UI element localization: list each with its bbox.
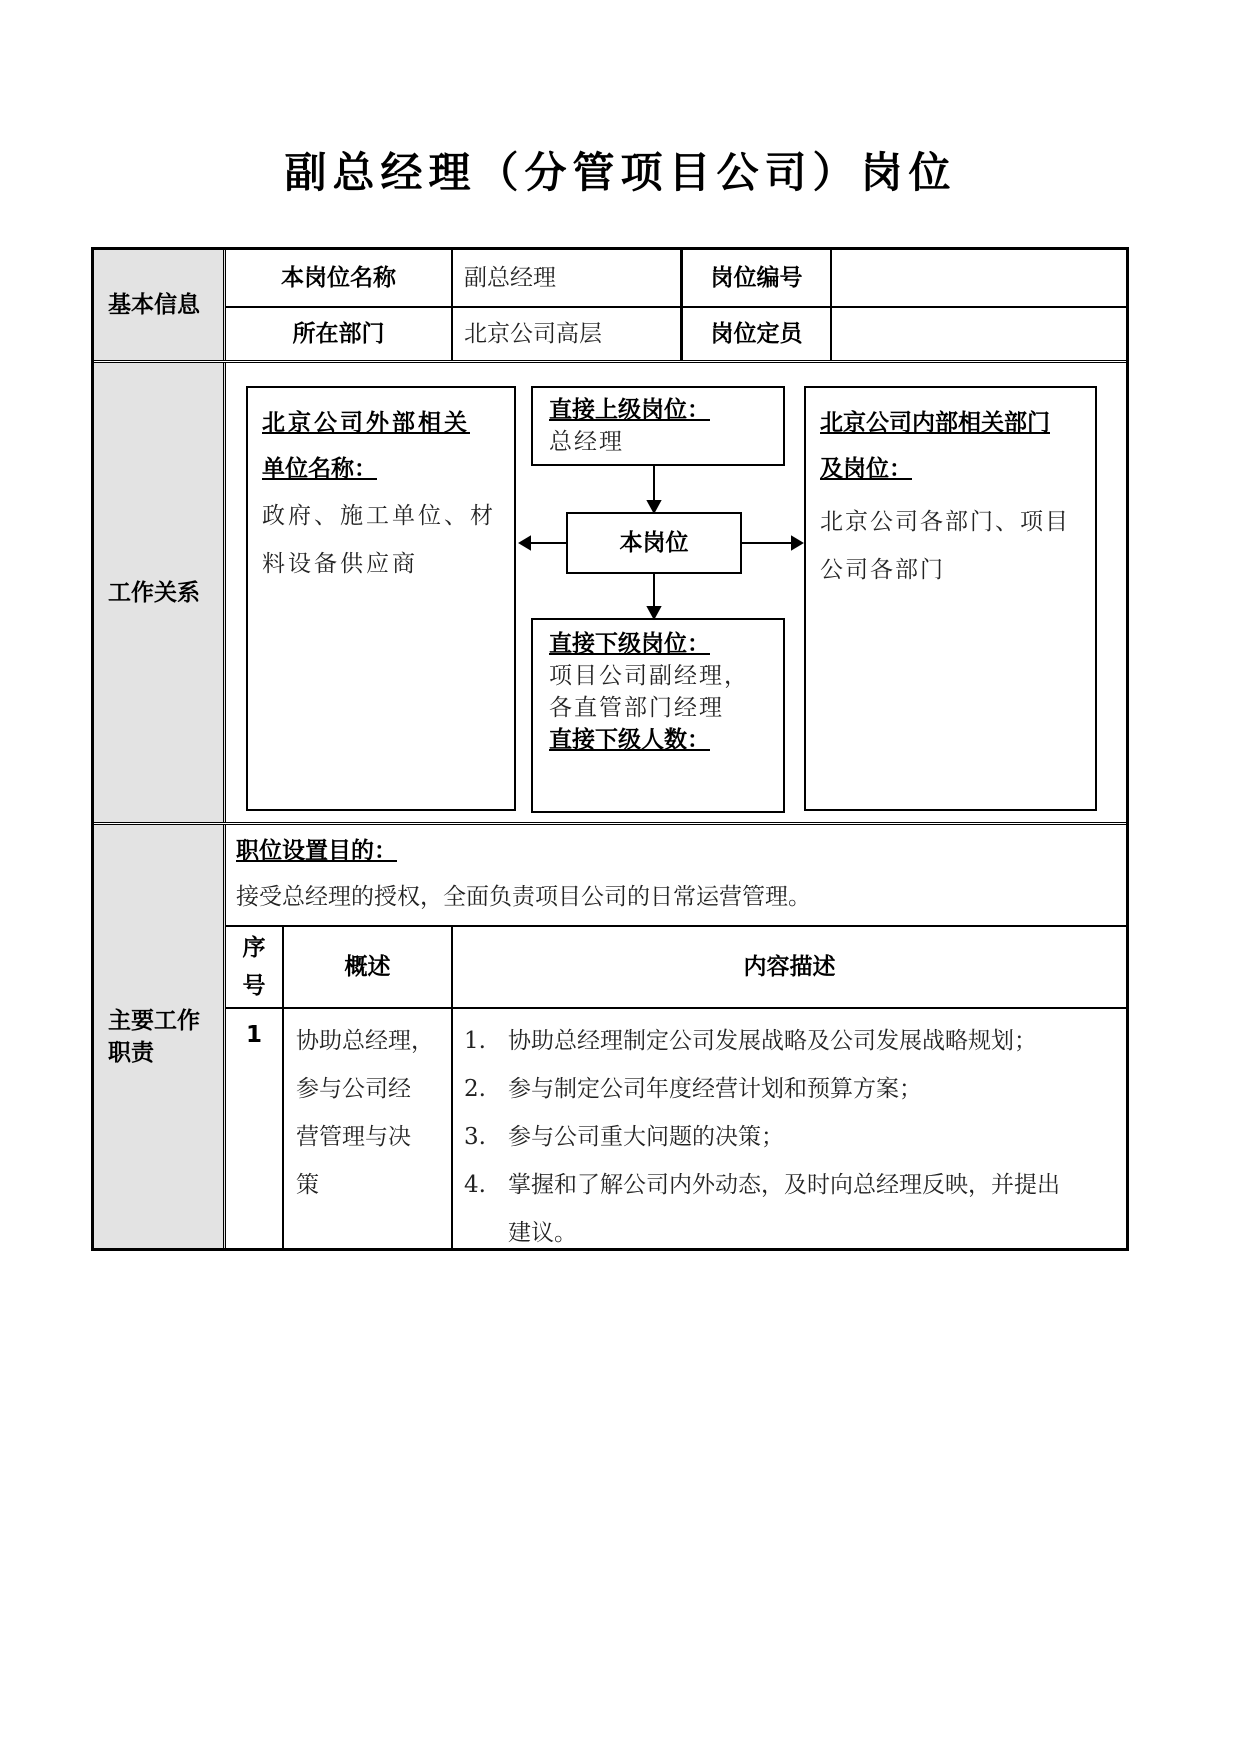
row-summary: 协助总经理， 参与公司经 营管理与决 策	[296, 1028, 434, 1198]
position-name-value: 副总经理	[464, 265, 556, 291]
subordinate-count-label: 直接下级人数：	[549, 727, 710, 753]
arrow-head-down-2	[648, 607, 660, 618]
internal-title: 北京公司内部相关部门	[820, 410, 1050, 436]
list-item: 4. 掌握和了解公司内外动态，及时向总经理反映，并提出	[464, 1172, 1060, 1198]
col-divider	[451, 250, 453, 360]
row-no: 1	[245, 1022, 262, 1048]
internal-title-2: 及岗位：	[820, 456, 912, 482]
arrow-head-left	[520, 537, 530, 549]
subordinate-value: 项目公司副经理，	[549, 663, 749, 689]
row-divider	[226, 1007, 1126, 1009]
external-body-2: 料设备供应商	[262, 551, 418, 577]
position-code-value	[842, 250, 1122, 306]
position-name-label: 本岗位名称	[281, 265, 396, 291]
external-title-2: 单位名称：	[262, 456, 377, 482]
purpose-label: 职位设置目的：	[236, 838, 397, 864]
headcount-value	[842, 308, 1122, 360]
work-relations-label: 工作关系	[94, 363, 226, 822]
external-title: 北京公司外部相关	[262, 410, 470, 436]
arrow-head-right	[792, 537, 802, 549]
arrow-head-down-1	[648, 501, 660, 512]
main-duties-label: 主要工作职责	[94, 825, 226, 1248]
header-no: 序 号	[242, 935, 266, 999]
job-description-form	[91, 247, 1129, 1251]
position-code-label: 岗位编号	[710, 265, 803, 291]
self-position-label: 本岗位	[619, 530, 689, 556]
main-duties-section	[94, 825, 1126, 1248]
arrows-diagram	[94, 363, 1126, 825]
purpose-text: 接受总经理的授权，全面负责项目公司的日常运营管理。	[236, 884, 811, 910]
header-content: 内容描述	[743, 954, 836, 980]
subordinate-title: 直接下级岗位：	[549, 631, 710, 657]
header-summary: 概述	[344, 954, 391, 980]
superior-title: 直接上级岗位：	[549, 397, 710, 423]
internal-body-2: 公司各部门	[820, 557, 945, 583]
list-item: 1. 协助总经理制定公司发展战略及公司发展战略规划；	[464, 1028, 1037, 1054]
list-item: 2. 参与制定公司年度经营计划和预算方案；	[464, 1076, 922, 1102]
subordinate-value-2: 各直管部门经理	[549, 695, 724, 721]
row-items	[464, 1017, 1124, 1257]
list-item: 建议。	[508, 1220, 577, 1246]
department-label: 所在部门	[292, 321, 385, 347]
basic-info-label: 基本信息	[94, 250, 226, 360]
list-item: 3. 参与公司重大问题的决策；	[464, 1124, 784, 1150]
external-body: 政府、施工单位、材	[262, 503, 496, 529]
col-divider	[830, 250, 832, 360]
internal-body: 北京公司各部门、项目	[820, 509, 1070, 535]
superior-value: 总经理	[549, 429, 624, 455]
basic-info-section	[94, 250, 1126, 363]
page-title: 副总经理（分管项目公司）岗位	[284, 148, 957, 197]
headcount-label: 岗位定员	[710, 321, 803, 347]
department-value: 北京公司高层	[464, 321, 602, 347]
work-relations-section	[94, 363, 1126, 825]
